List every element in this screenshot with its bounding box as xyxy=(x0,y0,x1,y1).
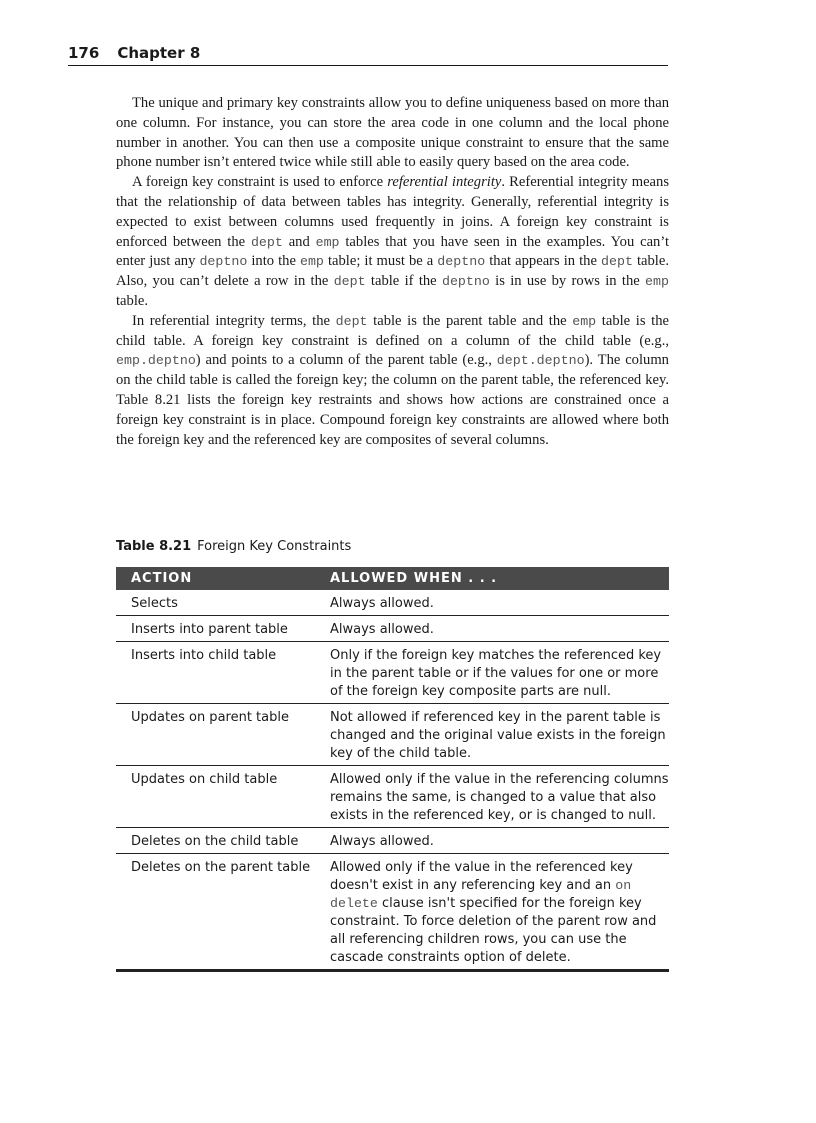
text-run: In referential integrity terms, the xyxy=(132,312,336,329)
table-row xyxy=(116,828,669,854)
text-run: table; it must be a xyxy=(323,253,438,270)
chapter-title: Chapter 8 xyxy=(117,44,201,62)
text-run: into the xyxy=(247,253,300,270)
table-row xyxy=(116,616,669,642)
table-row xyxy=(116,704,669,766)
text-run: Only if the foreign key matches the referenced key in the parent table or if the values for one or more of the foreign key composite parts are null. xyxy=(330,648,662,699)
code-term: deptno xyxy=(441,274,490,290)
text-run: A foreign key constraint is used to enforce xyxy=(132,174,388,191)
allowed-when-cell xyxy=(330,766,669,828)
text-run: The unique and primary key constraints allow you to define uniqueness based on more than one column. For instance, you can store the area code in one column and the local phone number in another. You can then use a composite unique constraint to ensure that the same phone number isn’t entered twice while still able to easily query based on the area code. xyxy=(116,95,669,171)
text-run: that appears in the xyxy=(485,253,601,270)
code-term: dept xyxy=(335,313,368,329)
column-header-allowed-when: ALLOWED WHEN . . . xyxy=(330,567,669,590)
code-term: dept.deptno xyxy=(496,353,585,369)
code-term: emp xyxy=(299,254,324,270)
text-run: Not allowed if referenced key in the parent table is changed and the original value exists in the foreign key of the child table. xyxy=(330,710,666,761)
code-term: emp xyxy=(645,274,669,290)
action-cell: Selects xyxy=(116,590,330,616)
text-run: ). The column on the child table is called the foreign key; the column on the parent table, the referenced key. Table 8.21 lists the foreign key restraints and shows how actions are constrained once a foreign key constraint is in place. Compound foreign key constraints are allowed where both the foreign key and the referenced key are composites of several columns. xyxy=(116,352,669,448)
code-term: dept xyxy=(333,274,366,290)
paragraph xyxy=(116,94,669,173)
code-term: on delete xyxy=(330,878,632,911)
text-run: clause isn't specified for the foreign key constraint. To force deletion of the parent row and all referencing children rows, you can use the cascade constraints option of delete. xyxy=(330,896,657,965)
text-run: table is the parent table and the xyxy=(367,312,573,329)
table-row xyxy=(116,590,669,616)
action-cell: Inserts into parent table xyxy=(116,616,330,642)
text-run: . Referential integrity means that the relationship of data between tables has integrity. Generally, referential integrity is expected to exist between columns used frequently in joins. A foreign key constraint is enforced between the xyxy=(116,174,669,250)
text-run: ) and points to a column of the parent table (e.g., xyxy=(195,352,497,369)
allowed-when-cell xyxy=(330,704,669,766)
table-caption xyxy=(116,539,351,554)
action-cell: Inserts into child table xyxy=(116,642,330,704)
text-run: table. xyxy=(116,292,149,309)
allowed-when-cell xyxy=(330,642,669,704)
table-row xyxy=(116,642,669,704)
text-run: Always allowed. xyxy=(330,622,434,637)
paragraph xyxy=(116,173,669,312)
body-text xyxy=(116,94,669,450)
text-run: and xyxy=(282,233,316,250)
allowed-when-cell xyxy=(330,854,669,971)
code-term: emp xyxy=(315,234,340,250)
text-run: is in use by rows in the xyxy=(489,273,646,290)
text-run: Always allowed. xyxy=(330,834,434,849)
foreign-key-constraints-table xyxy=(116,567,669,972)
text-run: Always allowed. xyxy=(330,596,434,611)
emphasis: referential integrity xyxy=(387,174,502,191)
code-term: dept xyxy=(601,254,633,270)
table-header-row xyxy=(116,567,669,590)
allowed-when-cell xyxy=(330,616,669,642)
code-term: emp xyxy=(572,313,597,329)
action-cell: Updates on child table xyxy=(116,766,330,828)
paragraph xyxy=(116,312,669,451)
table-row xyxy=(116,854,669,971)
table-row xyxy=(116,766,669,828)
action-cell: Deletes on the child table xyxy=(116,828,330,854)
code-term: dept xyxy=(250,234,283,250)
allowed-when-cell xyxy=(330,828,669,854)
text-run: tables that you have seen in the examples. You can’t enter just any xyxy=(116,233,669,270)
code-term: deptno xyxy=(199,254,248,270)
page-number: 176 xyxy=(68,44,100,62)
text-run: table is the child table. A foreign key constraint is defined on a column of the child table (e.g., xyxy=(116,312,669,349)
column-header-action: ACTION xyxy=(116,567,330,590)
action-cell: Updates on parent table xyxy=(116,704,330,766)
text-run: table if the xyxy=(365,273,442,290)
text-run: table. Also, you can’t delete a row in the xyxy=(116,253,669,290)
running-header xyxy=(68,44,668,66)
code-term: deptno xyxy=(437,254,486,270)
action-cell: Deletes on the parent table xyxy=(116,854,330,971)
text-run: Allowed only if the value in the referenced key doesn't exist in any referencing key and an xyxy=(330,860,633,893)
table-body xyxy=(116,590,669,971)
allowed-when-cell xyxy=(330,590,669,616)
table-caption-number: Table 8.21 xyxy=(116,539,192,554)
table-caption-title: Foreign Key Constraints xyxy=(197,539,352,554)
text-run: Allowed only if the value in the referencing columns remains the same, is changed to a value that also exists in the referenced key, or is changed to null. xyxy=(330,772,669,823)
code-term: emp.deptno xyxy=(116,353,196,369)
